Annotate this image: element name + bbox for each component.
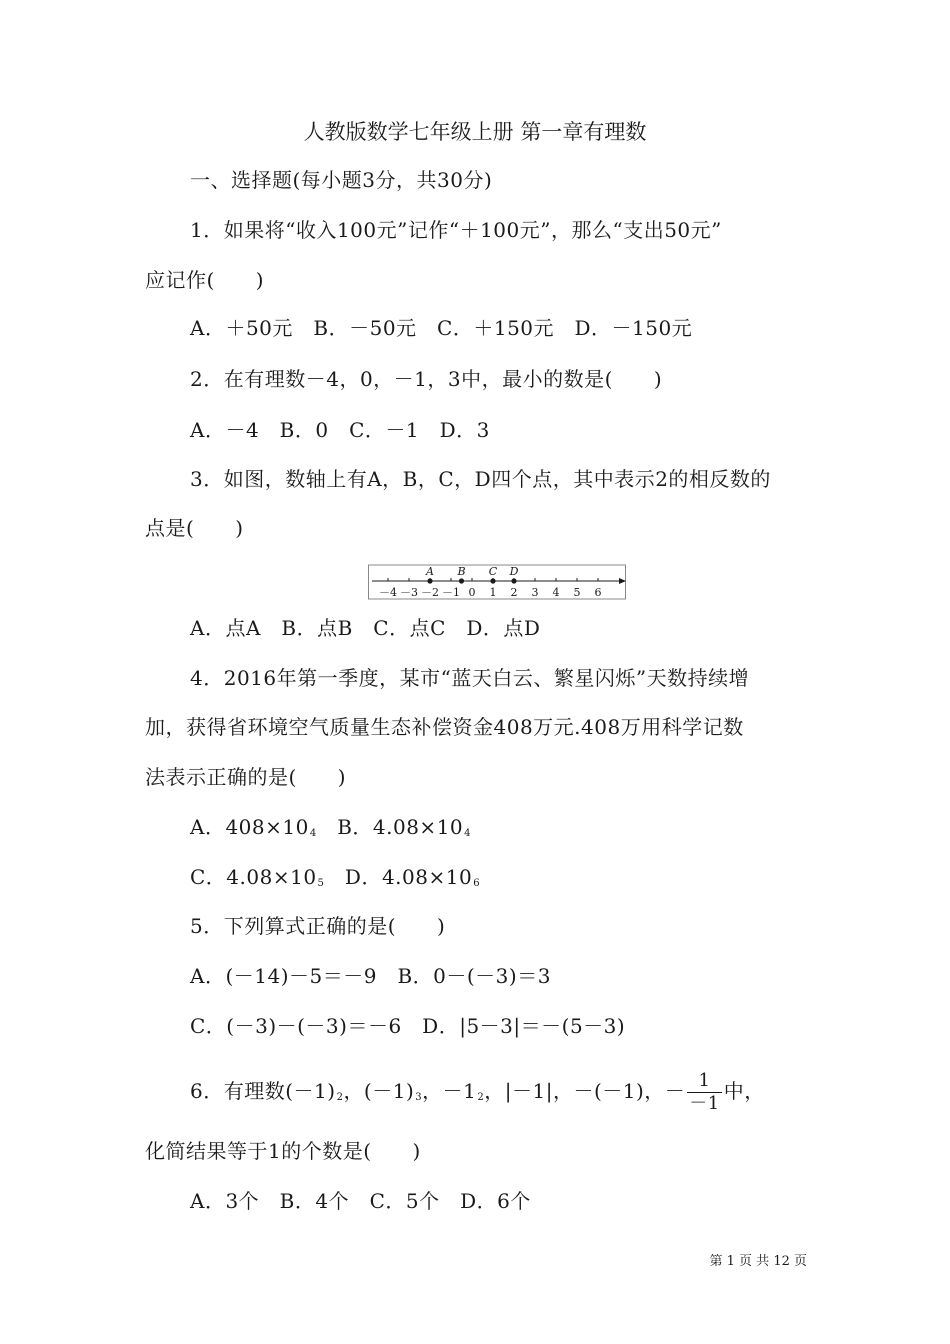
q4-option-c: C．4.08×10	[190, 865, 317, 889]
page-title: 人教版数学七年级上册 第一章有理数	[303, 120, 647, 144]
q6-part3: ，－1	[422, 1079, 477, 1103]
number-line-point-label: D	[509, 565, 519, 578]
q5-stem: 5．下列算式正确的是( )	[190, 914, 446, 938]
q6-options: A．3个 B．4个 C．5个 D．6个	[190, 1189, 531, 1213]
number-line-tick-label: 1	[489, 586, 497, 599]
q4-stem-line2: 加，获得省环境空气质量生态补偿资金408万元.408万用科学记数	[145, 715, 744, 739]
number-line-tick-label: －3	[400, 586, 418, 599]
q6-part2: ，(－1)	[343, 1079, 415, 1103]
number-line-point-label: C	[488, 565, 498, 578]
q3-options: A．点A B．点B C．点C D．点D	[190, 616, 541, 640]
q5-options-ab: A．(－14)－5＝－9 B．0－(－3)＝3	[190, 964, 551, 988]
q4-options-cd	[190, 865, 480, 896]
number-line-tick-label: 3	[531, 586, 539, 599]
number-line-tick-label: －4	[379, 586, 397, 599]
number-line-tick-label: 0	[468, 586, 476, 599]
q2-options: A．－4 B．0 C．－1 D．3	[190, 418, 490, 442]
q2-stem: 2．在有理数－4，0，－1，3中，最小的数是( )	[190, 367, 663, 391]
fraction-numerator: 1	[687, 1070, 721, 1093]
fraction-denominator: －1	[689, 1093, 720, 1114]
number-line-point-label: B	[457, 565, 466, 578]
number-line-tick-label: 4	[552, 586, 560, 599]
q6-stem-line2: 化简结果等于1的个数是( )	[145, 1139, 421, 1163]
q4-option-b-exponent: 4	[464, 828, 472, 839]
q6-exponent3: 2	[477, 1092, 485, 1103]
q6-fraction	[687, 1070, 721, 1115]
q4-option-d: D．4.08×10	[344, 865, 473, 889]
number-line-point	[427, 578, 432, 583]
number-line-tick-label: 6	[594, 586, 602, 599]
q6-stem-line1	[190, 1063, 765, 1126]
q4-option-a-exponent: 4	[309, 828, 317, 839]
number-line-tick-label: －1	[442, 586, 460, 599]
q4-option-c-exponent: 5	[317, 878, 325, 889]
q4-option-a: A．408×10	[190, 815, 309, 839]
q4-option-b: B．4.08×10	[337, 815, 464, 839]
q6-exponent2: 3	[415, 1092, 423, 1103]
number-line-point-label: A	[426, 565, 434, 578]
q6-part5: 中，	[723, 1079, 765, 1103]
q4-stem-line1: 4．2016年第一季度，某市“蓝天白云、繁星闪烁”天数持续增	[190, 666, 750, 690]
q6-exponent1: 2	[336, 1092, 344, 1103]
q4-option-d-exponent: 6	[473, 878, 481, 889]
q5-options-cd: C．(－3)－(－3)＝－6 D．|5－3|＝－(5－3)	[190, 1014, 626, 1038]
page-footer: 第 1 页 共 12 页	[709, 1254, 807, 1269]
q1-options: A．＋50元 B．－50元 C．＋150元 D．－150元	[190, 316, 693, 340]
number-line-tick-label: －2	[421, 586, 439, 599]
q6-part1: 6．有理数(－1)	[190, 1079, 336, 1103]
q1-stem-line2: 应记作( )	[145, 268, 265, 292]
number-line-point	[511, 578, 516, 583]
number-line-tick-label: 5	[573, 586, 581, 599]
number-line-tick-label: 2	[510, 586, 518, 599]
q4-options-ab	[190, 815, 471, 846]
q1-stem-line1: 1．如果将“收入100元”记作“＋100元”，那么“支出50元”	[190, 218, 722, 242]
q3-stem-line2: 点是( )	[145, 516, 244, 540]
number-line-point	[490, 578, 495, 583]
q3-stem-line1: 3．如图，数轴上有A，B，C，D四个点，其中表示2的相反数的	[190, 467, 771, 491]
q4-stem-line3: 法表示正确的是( )	[145, 765, 347, 789]
q6-part4: ，|－1|，－(－1)，－	[484, 1079, 686, 1103]
section-heading: 一、选择题(每小题3分，共30分)	[190, 168, 493, 192]
number-line-point	[459, 578, 464, 583]
number-line-figure	[368, 560, 630, 600]
axis-arrow	[619, 578, 626, 584]
